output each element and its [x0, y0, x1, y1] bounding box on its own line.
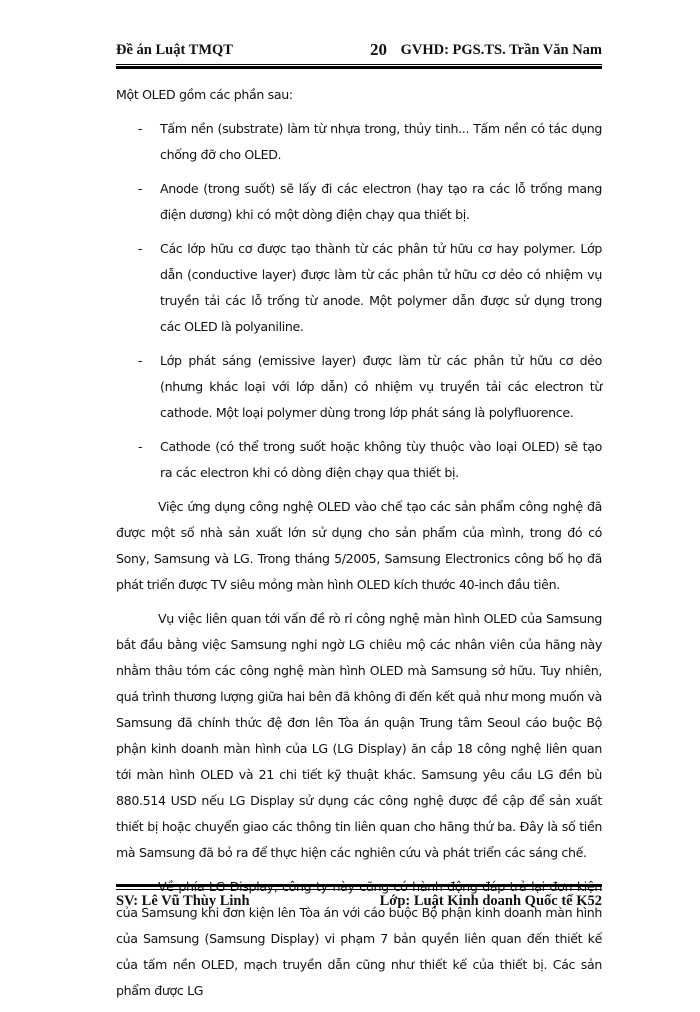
list-item-text: Cathode (có thể trong suốt hoặc không tùy thuộc vào loại OLED) sẽ tạo ra các electron khi có dòng điện chạy qua thiết bị. — [160, 439, 602, 480]
page-footer — [116, 893, 602, 913]
paragraph: Việc ứng dụng công nghệ OLED vào chế tạo các sản phẩm công nghệ đã được một số nhà sản xuất lớn sử dụng cho sản phẩm của mình, trong đó có Sony, Samsung và LG. Trong tháng 5/2005, Samsung Electronics công bố họ đã phát triển được TV siêu mỏng màn hình OLED kích thước 40-inch đầu tiên. — [116, 499, 602, 592]
bullet-dash: - — [138, 439, 143, 454]
header-advisor: GVHD: PGS.TS. Trần Văn Nam — [400, 42, 602, 58]
list-item-text: Tấm nền (substrate) làm từ nhựa trong, thủy tinh... Tấm nền có tác dụng chống đỡ cho OLED. — [160, 121, 602, 162]
list-item-text: Anode (trong suốt) sẽ lấy đi các electron (hay tạo ra các lỗ trống mang điện dương) khi có một dòng điện chạy qua thiết bị. — [160, 181, 602, 222]
list-item — [116, 434, 602, 486]
list-item — [116, 236, 602, 340]
header-rule-thick — [116, 66, 602, 69]
page-header — [116, 40, 602, 62]
bullet-dash: - — [138, 241, 143, 256]
paragraph: Vụ việc liên quan tới vấn đề rò rỉ công nghệ màn hình OLED của Samsung bắt đầu bằng việc Samsung nghi ngờ LG chiêu mộ các nhân viên của hãng này nhằm thâu tóm các công nghệ màn hình OLED mà Samsung sở hữu. Tuy nhiên, quá trình thương lượng giữa hai bên đã không đi đến kết quả như mong muốn và Samsung đã chính thức đệ đơn lên Tòa án quận Trung tâm Seoul cáo buộc Bộ phận kinh doanh màn hình của LG (LG Display) ăn cắp 18 công nghệ liên quan tới màn hình OLED và 21 chi tiết kỹ thuật khác. Samsung yêu cầu LG đền bù 880.514 USD nếu LG Display sử dụng các công nghệ được đề cập để sản xuất thiết bị hoặc chuyển giao các thông tin liên quan cho hãng thứ ba. Đây là số tiền mà Samsung đã bỏ ra để thực hiện các nghiên cứu và phát triển các sáng chế. — [116, 611, 602, 860]
footer-student: SV: Lê Vũ Thùy Linh — [116, 893, 250, 909]
header-rule-thin — [116, 64, 602, 65]
bullet-dash: - — [138, 181, 143, 196]
header-title: Đề án Luật TMQT — [116, 42, 233, 58]
page-number: 20 — [370, 40, 387, 59]
footer-class: Lớp: Luật Kinh doanh Quốc tế K52 — [379, 893, 602, 909]
component-list — [116, 116, 602, 486]
footer-rule-thin — [116, 889, 602, 890]
list-item — [116, 348, 602, 426]
bullet-dash: - — [138, 121, 143, 136]
list-item-text: Lớp phát sáng (emissive layer) được làm từ các phân tử hữu cơ dẻo (nhưng khác loại với lớp dẫn) có nhiệm vụ truyền tải các electron từ cathode. Một loại polymer dùng trong lớp phát sáng là polyfluorence. — [160, 353, 602, 420]
body-text — [116, 82, 602, 1012]
list-item-text: Các lớp hữu cơ được tạo thành từ các phân tử hữu cơ hay polymer. Lớp dẫn (conductive layer) được làm từ các phân tử hữu cơ dẻo có nhiệm vụ truyền tải các lỗ trống từ anode. Một polymer dẫn được sử dụng trong các OLED là polyaniline. — [160, 241, 602, 334]
bullet-dash: - — [138, 353, 143, 368]
list-item — [116, 116, 602, 168]
paragraph: của Samsung khi đơn kiện lên Tòa án với cáo buộc Bộ phận kinh doanh màn hình của Samsung (Samsung Display) vi phạm 7 bản quyền liên quan đến thiết kế của tấm nền OLED, mạch truyền dẫn cũng như thiết kế của thiết bị. Các sản phẩm được LG — [116, 905, 602, 998]
intro-line: Một OLED gồm các phần sau: — [116, 87, 293, 102]
list-item — [116, 176, 602, 228]
footer-rule-thick — [116, 884, 602, 887]
